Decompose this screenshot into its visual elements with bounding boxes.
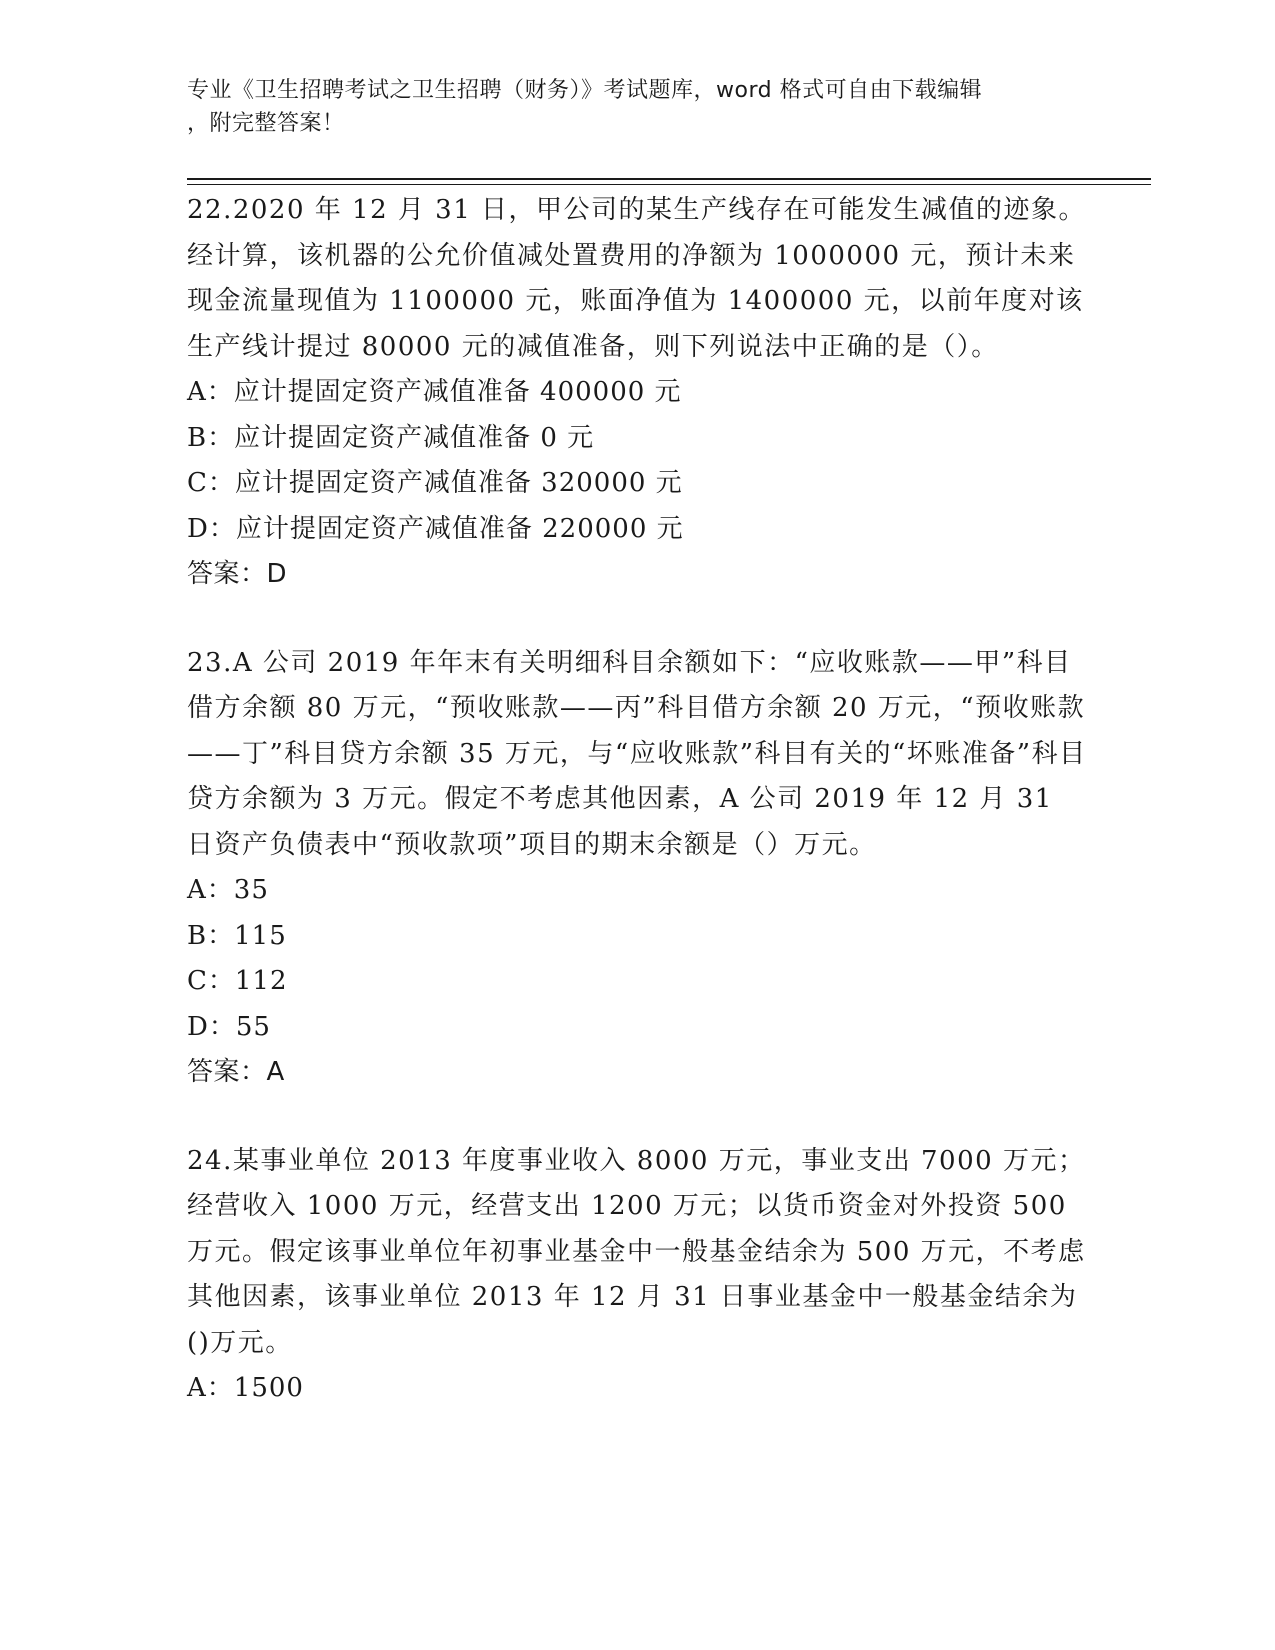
option-c: C：112: [187, 966, 288, 996]
question-stem: 24.某事业单位 2013 年度事业收入 8000 万元，事业支出 7000 万元；经营收入 1000 万元，经营支出 1200 万元；以货币资金对外投资 500 万元。假定该事业单位年初事业基金中一般基金结余为 500 万元，不考虑其他因素，该事业单位 2013 年 12 月 31 日事业基金中一般基金结余为()万元。: [187, 1145, 1086, 1358]
question-stem: 22.2020 年 12 月 31 日，甲公司的某生产线存在可能发生减值的迹象。经计算，该机器的公允价值减处置费用的净额为 1000000 元，预计未来现金流量现值为 1100000 元，账面净值为 1400000 元，以前年度对该生产线计提过 80000 元的减值准备，则下列说法中正确的是（）。: [187, 195, 1087, 362]
header-rule-thick: [187, 178, 1151, 180]
document-header: [187, 74, 1067, 140]
option-a: A：应计提固定资产减值准备 400000 元: [187, 377, 682, 407]
question-22: [187, 188, 1087, 598]
answer: 答案：D: [187, 559, 288, 589]
option-d: D：应计提固定资产减值准备 220000 元: [187, 513, 684, 544]
option-a: A：35: [187, 875, 269, 905]
question-23: [187, 641, 1087, 1096]
option-b: B：应计提固定资产减值准备 0 元: [187, 422, 595, 453]
option-d: D：55: [187, 1011, 271, 1042]
question-24: [187, 1139, 1087, 1412]
question-list: [187, 188, 1087, 1455]
option-b: B：115: [187, 920, 287, 951]
header-line-2: ，附完整答案！: [187, 111, 345, 136]
answer: 答案：A: [187, 1057, 285, 1087]
option-a: A：1500: [187, 1373, 304, 1403]
header-line-1: 专业《卫生招聘考试之卫生招聘（财务）》考试题库，word 格式可自由下载编辑: [187, 78, 983, 103]
question-stem: 23.A 公司 2019 年年末有关明细科目余额如下：“应收账款——甲”科目借方余额 80 万元，“预收账款——丙”科目借方余额 20 万元，“预收账款——丁”科目贷方余额 35 万元，与“应收账款”科目有关的“坏账准备”科目贷方余额为 3 万元。假定不考虑其他因素，A 公司 2019 年 12 月 31 日资产负债表中“预收款项”项目的期末余额是（）万元。: [187, 647, 1087, 860]
header-rule-thin: [187, 184, 1151, 185]
option-c: C：应计提固定资产减值准备 320000 元: [187, 468, 683, 498]
